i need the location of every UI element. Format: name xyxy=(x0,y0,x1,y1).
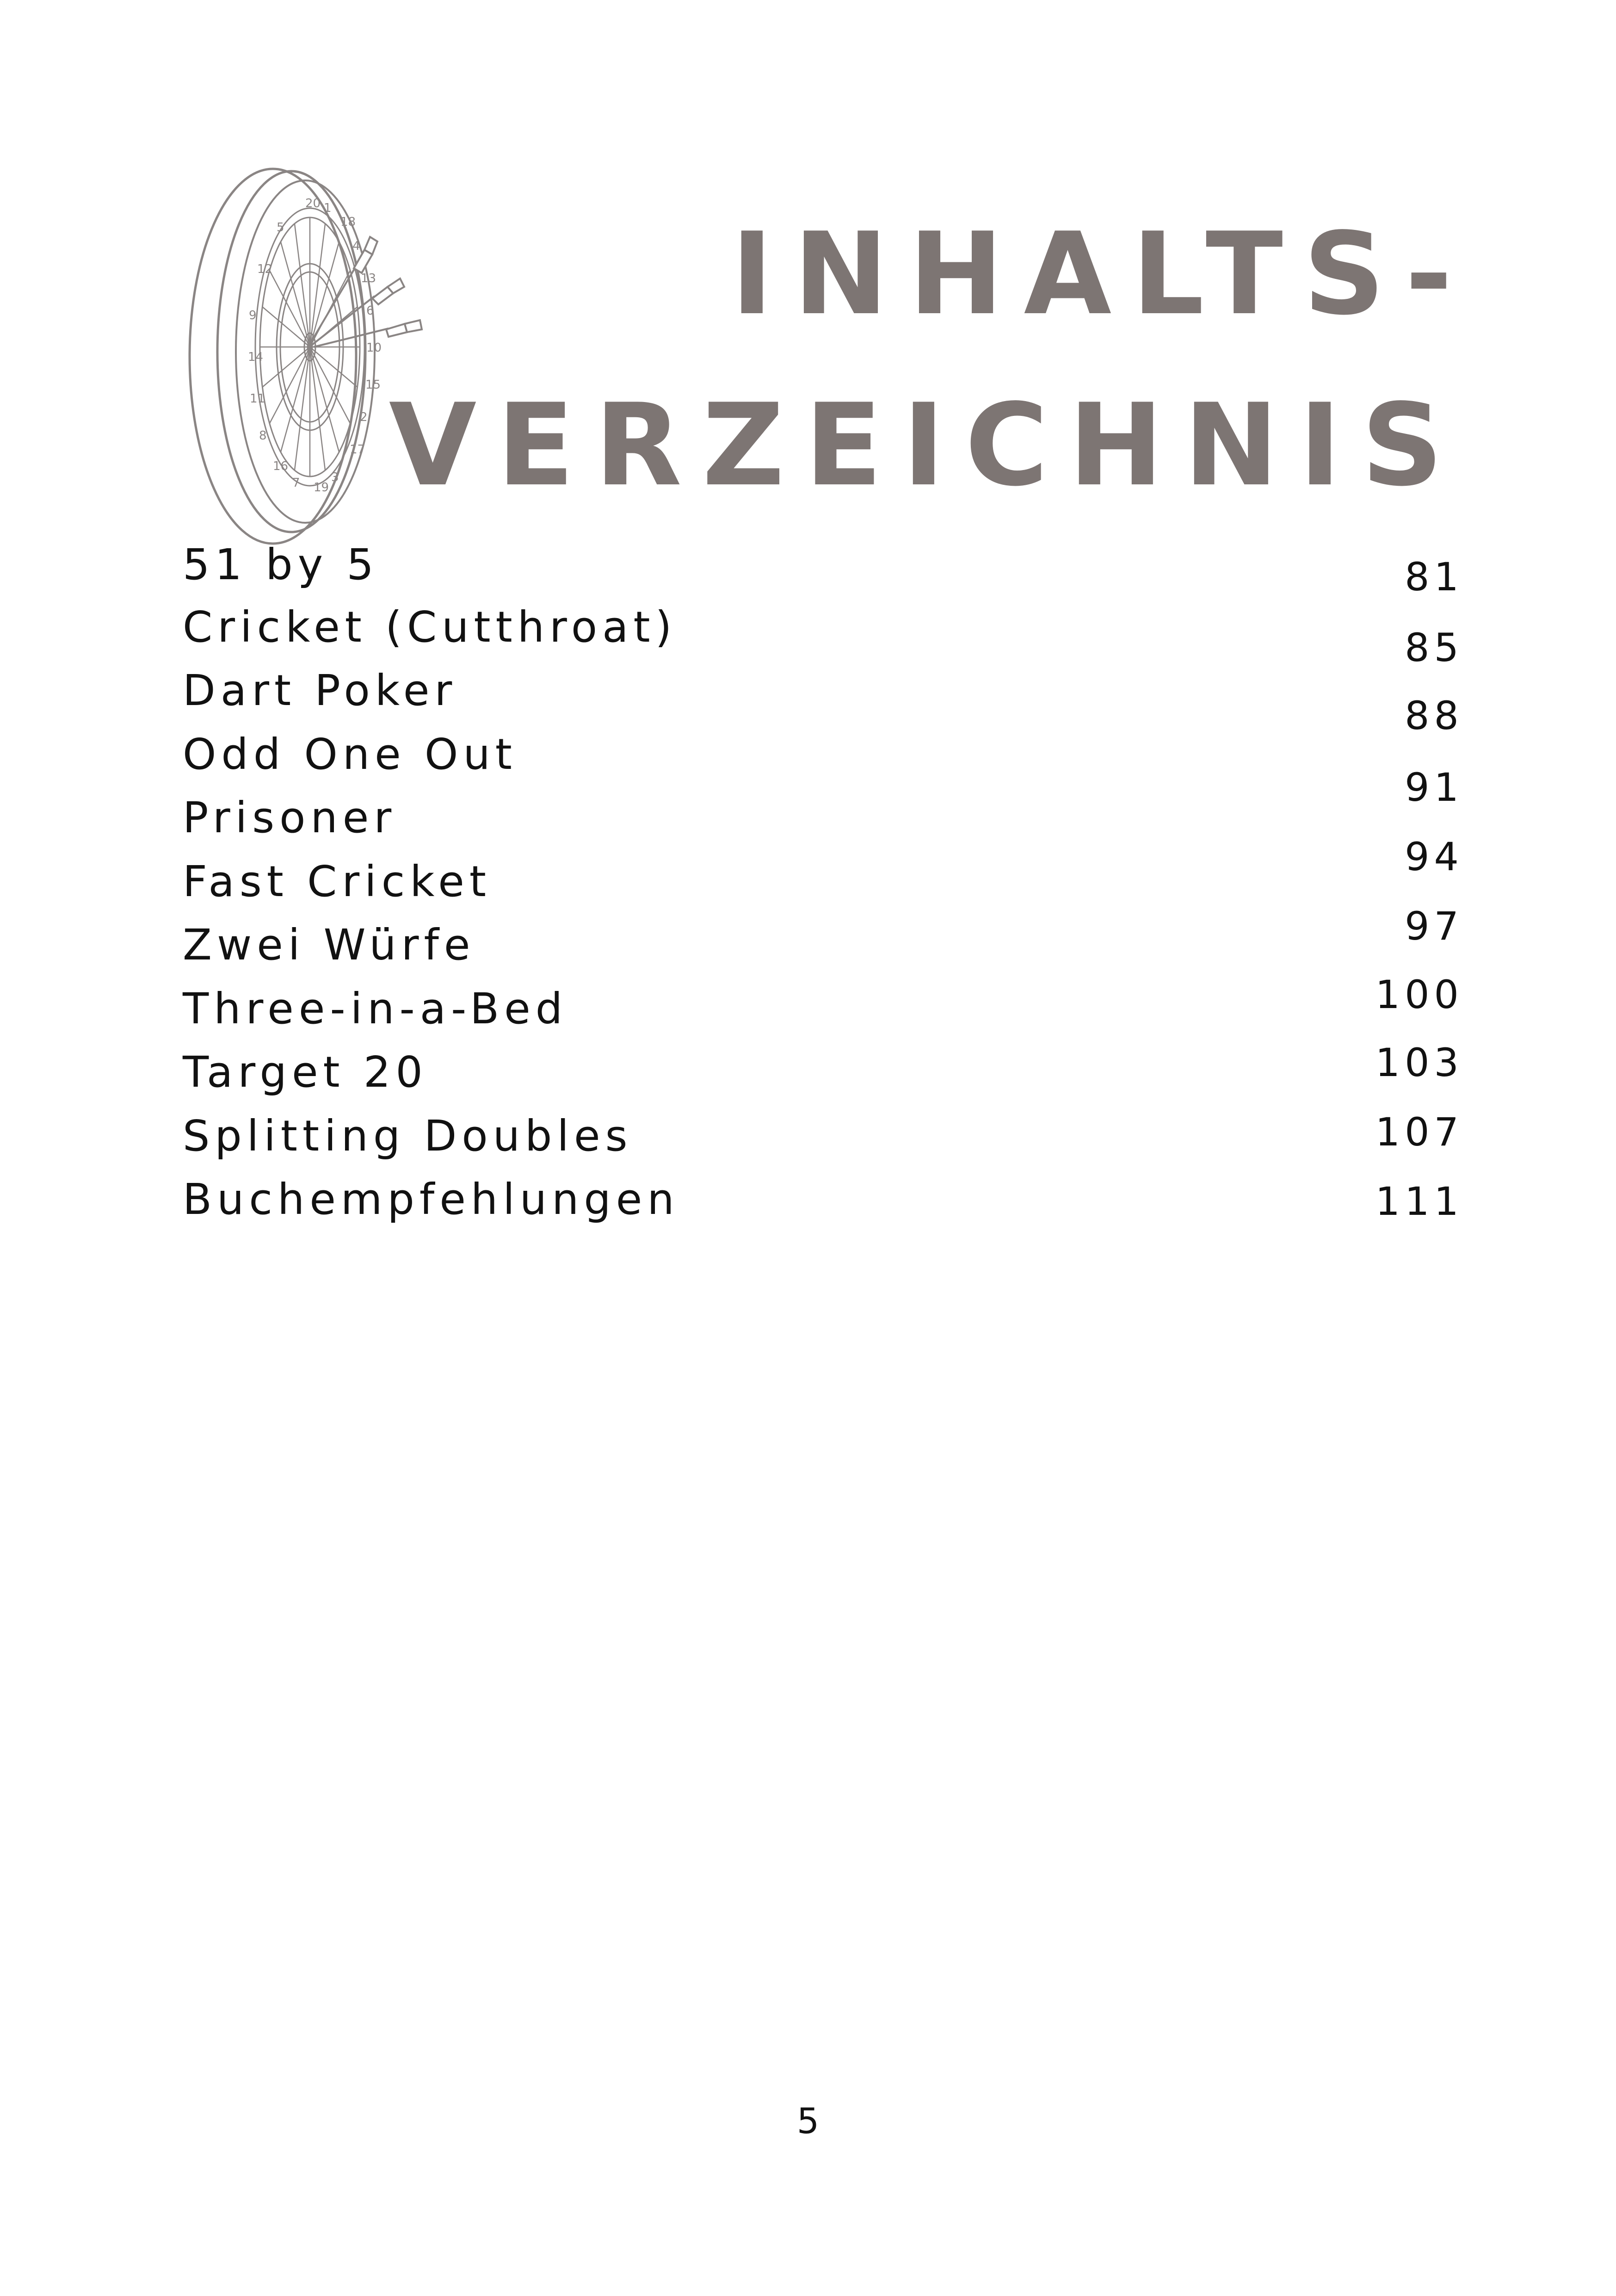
page-number: 5 xyxy=(796,2100,820,2141)
page-title-line-1: INHALTS- xyxy=(731,208,1473,340)
svg-text:19: 19 xyxy=(314,481,329,495)
svg-text:6: 6 xyxy=(366,304,374,318)
toc-entry-page: 91 xyxy=(1405,765,1463,810)
toc-entry-title: Cricket (Cutthroat) xyxy=(183,602,677,652)
svg-text:9: 9 xyxy=(249,309,257,322)
toc-entry-title: Fast Cricket xyxy=(183,857,491,906)
toc-entry-title: Buchempfehlungen xyxy=(183,1175,679,1224)
toc-entry-title: 51 by 5 xyxy=(183,540,379,589)
page-title-line-2: VERZEICHNIS xyxy=(389,379,1463,511)
toc-entry-title: Splitting Doubles xyxy=(183,1111,633,1161)
svg-text:10: 10 xyxy=(366,341,382,355)
toc-entry-page: 88 xyxy=(1405,693,1463,738)
svg-text:1: 1 xyxy=(324,201,332,215)
svg-text:13: 13 xyxy=(361,272,376,285)
toc-entry-page: 111 xyxy=(1375,1179,1463,1224)
svg-text:15: 15 xyxy=(365,378,381,392)
svg-text:4: 4 xyxy=(352,239,360,253)
toc-entry-page: 94 xyxy=(1405,834,1463,879)
svg-text:14: 14 xyxy=(248,350,264,364)
toc-entry-title: Dart Poker xyxy=(183,666,457,715)
toc-entry-title: Target 20 xyxy=(183,1047,428,1097)
svg-text:16: 16 xyxy=(273,459,289,473)
toc-entry-page: 100 xyxy=(1375,972,1463,1017)
toc-entry-title: Three-in-a-Bed xyxy=(183,984,568,1034)
svg-text:11: 11 xyxy=(250,392,265,406)
svg-text:12: 12 xyxy=(257,262,273,276)
svg-text:17: 17 xyxy=(350,443,365,457)
toc-entry-page: 97 xyxy=(1405,904,1463,949)
svg-text:8: 8 xyxy=(259,429,267,443)
svg-text:7: 7 xyxy=(292,476,300,490)
svg-text:2: 2 xyxy=(360,410,368,424)
toc-entry-title: Zwei Würfe xyxy=(183,920,475,970)
toc-entry-page: 103 xyxy=(1375,1040,1463,1085)
toc-entry-page: 81 xyxy=(1405,554,1463,600)
svg-text:18: 18 xyxy=(340,215,356,229)
toc-entry-page: 85 xyxy=(1405,625,1463,670)
svg-text:5: 5 xyxy=(277,221,284,235)
toc-entry-title: Prisoner xyxy=(183,793,397,842)
toc-entry-page: 107 xyxy=(1375,1109,1463,1155)
svg-text:3: 3 xyxy=(331,470,339,484)
svg-text:20: 20 xyxy=(305,197,321,210)
toc-entry-title: Odd One Out xyxy=(183,730,517,779)
